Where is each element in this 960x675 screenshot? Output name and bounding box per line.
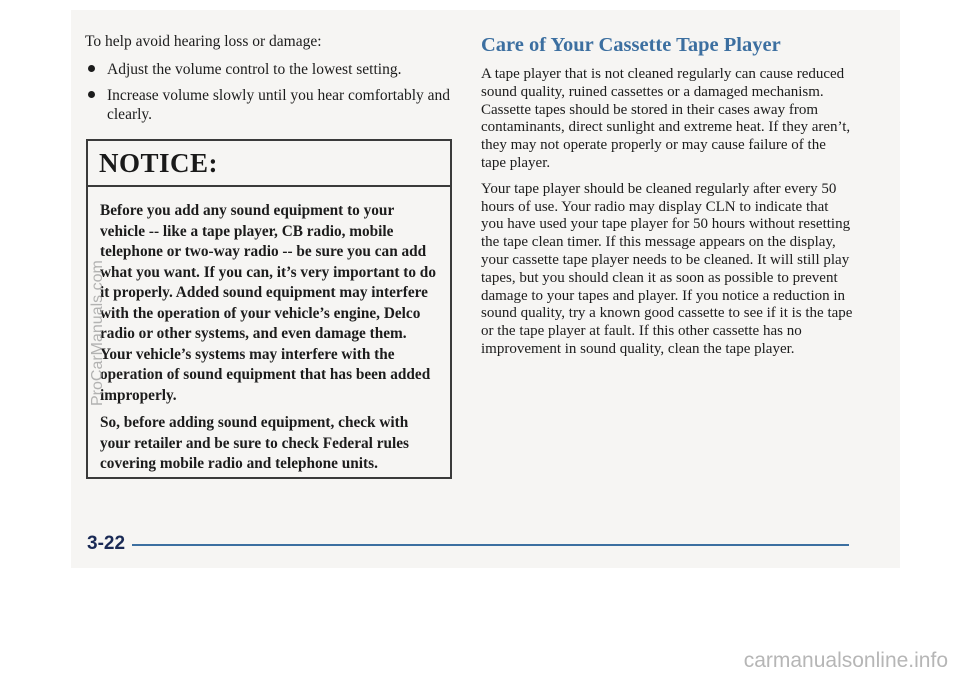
notice-body bbox=[88, 187, 450, 475]
page-number: 3-22 bbox=[87, 533, 126, 554]
bullet-text: Increase volume slowly until you hear comfortably and clearly. bbox=[107, 87, 451, 123]
body-paragraph: Your tape player should be cleaned regularly after every 50 hours of use. Your radio may display CLN to indicate that you have used your tape player for 50 hours without resetting the tape clean timer. If this message appears on the display, your cassette tape player needs to be cleaned. It will still play tapes, but you should clean it as soon as possible to prevent damage to your tapes and player. If you notice a reduction in sound quality, try a known good cassette to see if it is the tape or the tape player at fault. If this other cassette has no improvement in sound quality, clean the tape player. bbox=[481, 180, 853, 357]
site-watermark: carmanualsonline.info bbox=[743, 649, 948, 672]
bullet-list bbox=[85, 60, 455, 124]
left-column bbox=[85, 32, 455, 131]
notice-header bbox=[88, 141, 450, 187]
bullet-icon bbox=[88, 91, 95, 98]
list-item bbox=[85, 86, 455, 124]
section-title: Care of Your Cassette Tape Player bbox=[481, 34, 781, 56]
bullet-text: Adjust the volume control to the lowest setting. bbox=[107, 61, 402, 78]
notice-box bbox=[86, 139, 452, 479]
notice-paragraph: So, before adding sound equipment, check with your retailer and be sure to check Federal rules covering mobile radio and telephone units. bbox=[100, 414, 410, 472]
notice-paragraph: Before you add any sound equipment to your vehicle -- like a tape player, CB radio, mobile telephone or two-way radio -- be sure you can add what you want. If you can, it’s very important to do it properly. Added sound equipment may interfere with the operation of your vehicle’s engine, Delco radio or other systems, and even damage them. Your vehicle’s systems may interfere with the operation of sound equipment that has been added improperly. bbox=[100, 202, 436, 404]
notice-title: NOTICE: bbox=[99, 148, 219, 178]
watermark-text: ProCarManuals.com bbox=[89, 260, 106, 406]
intro-text: To help avoid hearing loss or damage: bbox=[85, 33, 322, 50]
vertical-watermark bbox=[89, 206, 113, 406]
page-footer bbox=[87, 533, 849, 557]
list-item bbox=[85, 60, 455, 79]
body-paragraph: A tape player that is not cleaned regularly can cause reduced sound quality, ruined cassettes or a damaged mechanism. Cassette tapes should be stored in their cases away from contaminants, direct sunlight and extreme heat. If they aren’t, they may not operate properly or may cause failure of the tape player. bbox=[481, 66, 851, 171]
footer-rule bbox=[132, 544, 849, 546]
right-column bbox=[481, 33, 853, 367]
bullet-icon bbox=[88, 65, 95, 72]
